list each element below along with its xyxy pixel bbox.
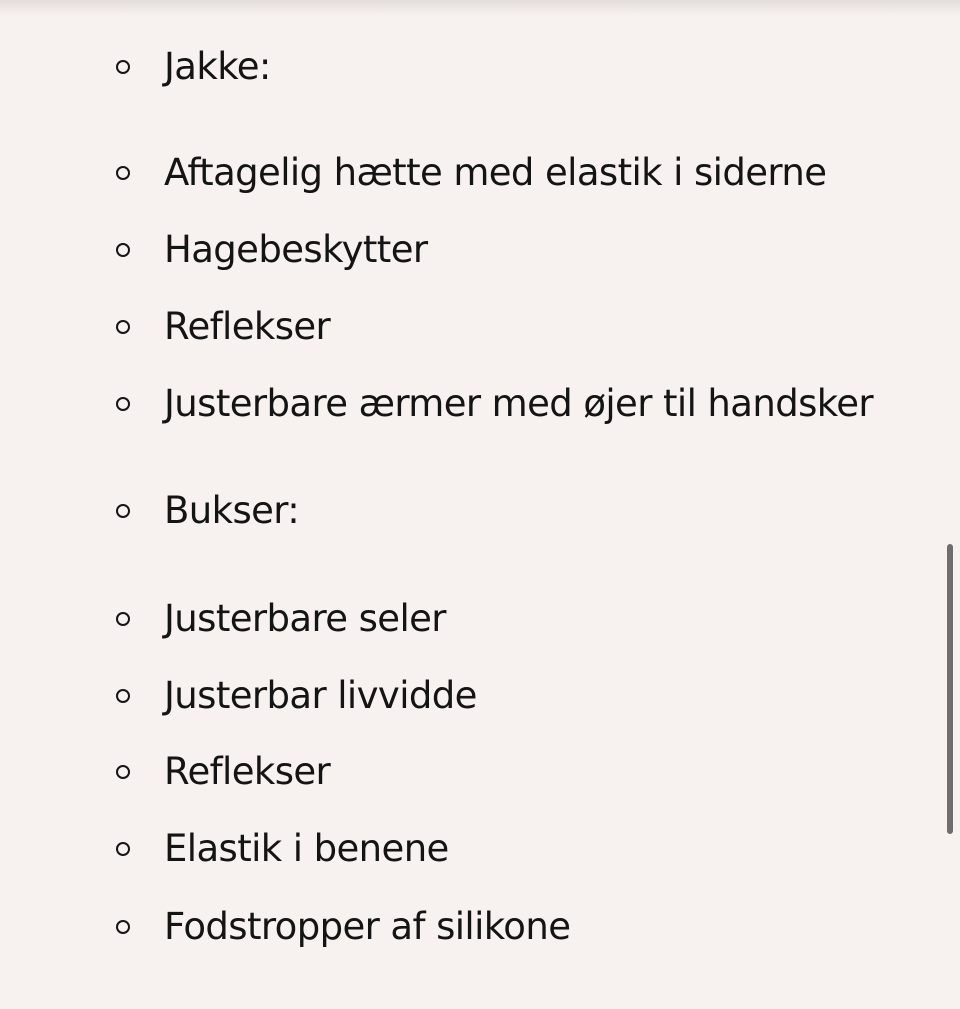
hollow-circle-bullet-icon	[116, 397, 130, 411]
hollow-circle-bullet-icon	[116, 689, 130, 703]
hollow-circle-bullet-icon	[116, 166, 130, 180]
list-item	[116, 226, 427, 274]
hollow-circle-bullet-icon	[116, 920, 130, 934]
hollow-circle-bullet-icon	[116, 765, 130, 779]
list-item	[116, 149, 826, 197]
hollow-circle-bullet-icon	[116, 504, 130, 518]
list-item-label: Aftagelig hætte med elastik i siderne	[164, 151, 827, 194]
hollow-circle-bullet-icon	[116, 612, 130, 626]
list-item-label: Elastik i benene	[164, 827, 449, 870]
list-item	[116, 303, 330, 351]
list-item-label: Justerbar livvidde	[164, 674, 477, 717]
list-item-label: Fodstropper af silikone	[164, 905, 571, 948]
list-item	[116, 825, 449, 873]
list-item-label: Bukser:	[164, 489, 300, 532]
list-item-label: Justerbare ærmer med øjer til handsker	[164, 382, 874, 425]
list-item	[116, 380, 873, 428]
list-item-label: Reflekser	[164, 750, 331, 793]
vertical-scrollbar[interactable]	[947, 544, 953, 834]
hollow-circle-bullet-icon	[116, 243, 130, 257]
list-item	[116, 672, 477, 720]
list-item	[116, 43, 271, 91]
list-item-label: Justerbare seler	[164, 597, 446, 640]
hollow-circle-bullet-icon	[116, 320, 130, 334]
list-item	[116, 748, 330, 796]
scrollbar-thumb[interactable]	[947, 544, 953, 834]
list-item	[116, 595, 446, 643]
list-item-label: Jakke:	[164, 45, 271, 88]
hollow-circle-bullet-icon	[116, 60, 130, 74]
list-item	[116, 487, 299, 535]
hollow-circle-bullet-icon	[116, 842, 130, 856]
list-item	[116, 903, 570, 951]
list-item-label: Hagebeskytter	[164, 228, 428, 271]
list-item-label: Reflekser	[164, 305, 331, 348]
